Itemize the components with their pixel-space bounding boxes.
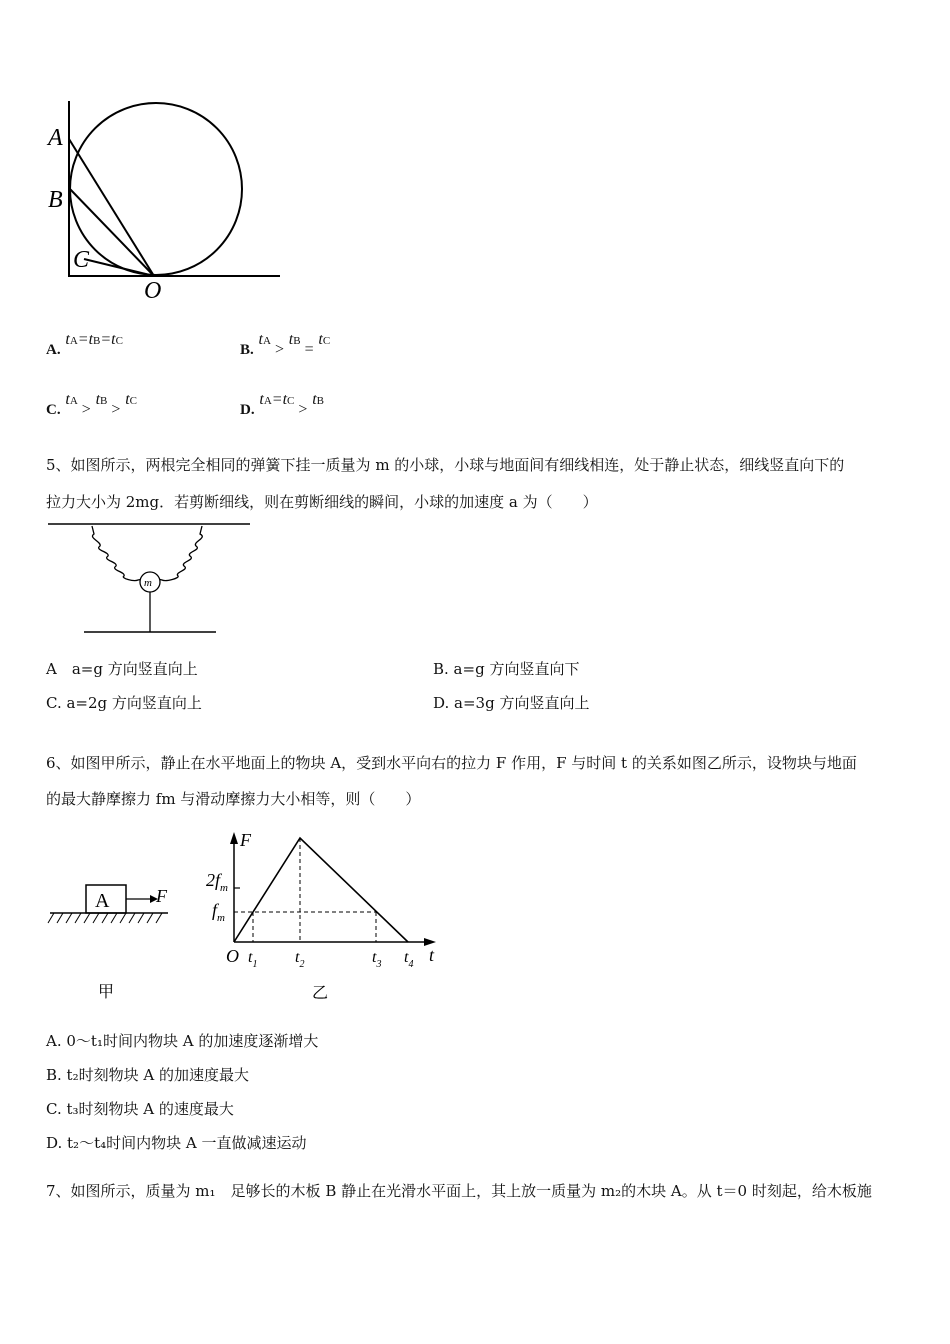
circle: [70, 103, 242, 275]
t: t: [288, 331, 294, 348]
sub: B: [293, 335, 301, 347]
q4-option-b[interactable]: [240, 331, 331, 359]
origin-label: O: [226, 946, 239, 966]
x-tick-t: t: [295, 949, 300, 966]
ball-label: m: [144, 577, 152, 589]
q6-stem-line1: 6、如图甲所示，静止在水平地面上的物块 A，受到水平向右的拉力 F 作用，F 与时间 t 的关系如图乙所示，设物块与地面: [46, 754, 857, 772]
t: t: [258, 331, 263, 348]
op: >: [298, 401, 308, 418]
option-key: D.: [240, 402, 255, 418]
q5-stem-line1: 5、如图所示，两根完全相同的弹簧下挂一质量为 m 的小球，小球与地面间有细线相连，处于静止状态，细线竖直向下的: [46, 456, 845, 474]
sub: B: [100, 395, 108, 407]
y-tick-f: f: [212, 900, 218, 920]
caption-jia: 甲: [98, 982, 115, 1001]
x-tick-t4: [404, 949, 413, 970]
y-tick-2f: 2f: [206, 870, 221, 890]
option-key: A.: [46, 342, 61, 358]
op: >: [111, 401, 121, 418]
q6-option-d[interactable]: D. t₂～t₄时间内物块 A 一直做减速运动: [46, 1134, 307, 1152]
sub: B: [93, 335, 101, 347]
spring-ball-figure: [44, 520, 254, 640]
op: =t: [271, 391, 288, 408]
q5-option-b[interactable]: B. a=g 方向竖直向下: [433, 660, 580, 678]
x-tick-t: t: [404, 949, 409, 966]
sub: A: [69, 395, 78, 407]
x-tick-sub: 1: [252, 959, 258, 970]
x-tick-t3: [372, 949, 381, 970]
option-key: B.: [240, 342, 254, 358]
q6-option-c[interactable]: C. t₃时刻物块 A 的速度最大: [46, 1100, 234, 1118]
t: t: [312, 391, 317, 408]
sub: C: [287, 395, 295, 407]
q7-stem-line1: 7、如图所示，质量为 m₁ 足够长的木板 B 静止在光滑水平面上，其上放一质量为 m₂的木块 A。从 t＝0 时刻起，给木板施: [46, 1182, 872, 1200]
y-axis-arrow: [230, 832, 238, 844]
x-tick-t1: [248, 949, 257, 970]
block-figure-jia: [46, 875, 186, 1005]
force-label: F: [156, 886, 167, 906]
q5-option-a[interactable]: A a=g 方向竖直向上: [46, 660, 198, 678]
q4-option-a[interactable]: [46, 331, 123, 359]
caption-yi: 乙: [312, 983, 329, 1002]
y-tick-sub: m: [217, 912, 225, 924]
y-axis-label: F: [240, 830, 251, 850]
q4-option-d[interactable]: [240, 391, 324, 419]
x-tick-sub: 3: [376, 959, 382, 970]
y-tick-fm: [212, 900, 225, 924]
q5-stem-line2: 拉力大小为 2mg．若剪断细线，则在剪断细线的瞬间，小球的加速度 a 为（ ）: [46, 493, 598, 511]
x-tick-t: t: [248, 949, 253, 966]
q6-option-b[interactable]: B. t₂时刻物块 A 的加速度最大: [46, 1066, 249, 1084]
label-C: C: [73, 247, 90, 273]
sub: A: [69, 335, 78, 347]
label-A: A: [48, 125, 63, 151]
sub: C: [115, 335, 123, 347]
x-axis-label: t: [429, 945, 435, 965]
t: t: [65, 391, 70, 408]
op: >: [274, 341, 284, 358]
y-tick-sub: m: [220, 882, 228, 894]
q5-option-d[interactable]: D. a=3g 方向竖直向上: [433, 694, 590, 712]
sub: A: [263, 335, 271, 347]
q6-option-a[interactable]: A. 0～t₁时间内物块 A 的加速度逐渐增大: [46, 1032, 319, 1050]
q4-option-c[interactable]: [46, 391, 137, 419]
sub: B: [316, 395, 324, 407]
t: t: [95, 391, 101, 408]
x-tick-t2: [295, 949, 304, 970]
force-time-graph-yi: [200, 828, 445, 1008]
y-tick-2fm: [206, 870, 228, 894]
t: t: [318, 331, 323, 348]
right-spring: [154, 526, 202, 581]
q5-option-c[interactable]: C. a=2g 方向竖直向上: [46, 694, 202, 712]
circle-chord-figure: [40, 95, 300, 310]
label-B: B: [48, 187, 63, 213]
t: t: [65, 331, 70, 348]
force-curve: [234, 838, 408, 942]
label-O: O: [144, 278, 162, 304]
op: =t: [100, 331, 116, 348]
op: >: [81, 401, 91, 418]
t: t: [125, 391, 130, 408]
x-tick-sub: 4: [408, 959, 414, 970]
sub: C: [129, 395, 137, 407]
x-tick-t: t: [372, 949, 377, 966]
chord-C: [84, 259, 154, 276]
sub: C: [322, 335, 331, 347]
op: =: [304, 341, 314, 358]
sub: A: [263, 395, 272, 407]
op: =t: [77, 331, 94, 348]
left-spring: [92, 526, 148, 581]
x-tick-sub: 2: [299, 959, 305, 970]
q6-stem-line2: 的最大静摩擦力 fm 与滑动摩擦力大小相等，则（ ）: [46, 790, 421, 808]
block-label: A: [95, 890, 110, 912]
t: t: [259, 391, 264, 408]
option-key: C.: [46, 402, 61, 418]
ground-hatch: [48, 913, 162, 923]
